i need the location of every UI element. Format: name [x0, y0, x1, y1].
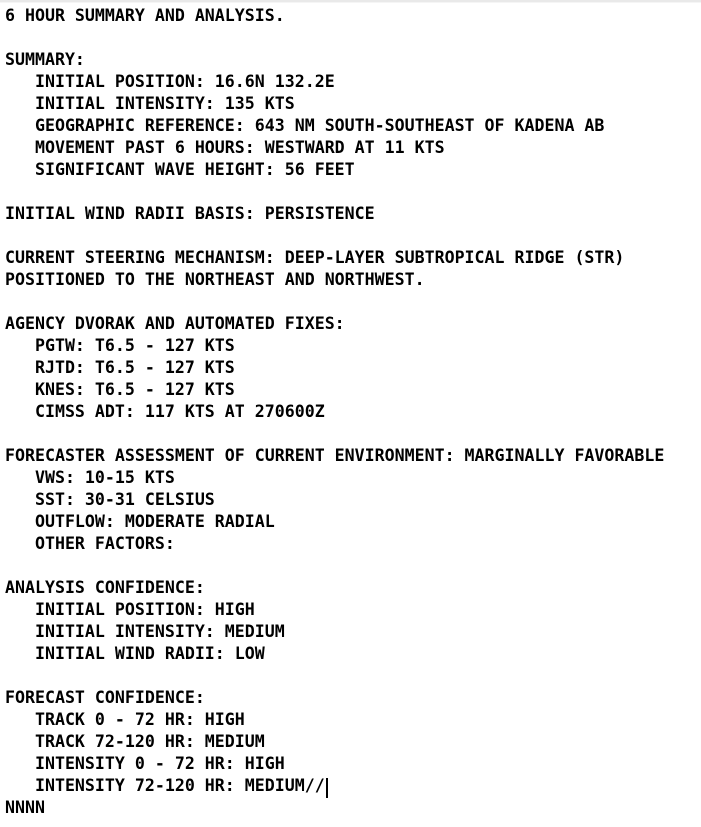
text-line: POSITIONED TO THE NORTHEAST AND NORTHWEST.	[5, 270, 425, 289]
blank-line	[5, 225, 701, 247]
text-line: SST: 30-31 CELSIUS	[5, 490, 215, 509]
text-line: 6 HOUR SUMMARY AND ANALYSIS.	[5, 6, 285, 25]
text-line: VWS: 10-15 KTS	[5, 468, 175, 487]
blank-line	[5, 423, 701, 445]
text-line: INITIAL INTENSITY: 135 KTS	[5, 94, 295, 113]
blank-line	[5, 555, 701, 577]
text-line: AGENCY DVORAK AND AUTOMATED FIXES:	[5, 314, 345, 333]
text-line: NNNN	[5, 798, 45, 817]
text-line: FORECAST CONFIDENCE:	[5, 688, 205, 707]
text-line: INITIAL INTENSITY: MEDIUM	[5, 622, 285, 641]
blank-line	[5, 181, 701, 203]
bulletin-text-area[interactable]	[0, 3, 701, 819]
text-line: INITIAL WIND RADII: LOW	[5, 644, 265, 663]
text-line: PGTW: T6.5 - 127 KTS	[5, 336, 235, 355]
text-line: GEOGRAPHIC REFERENCE: 643 NM SOUTH-SOUTHEAST OF KADENA AB	[5, 116, 605, 135]
text-line: RJTD: T6.5 - 127 KTS	[5, 358, 235, 377]
blank-line	[5, 27, 701, 49]
text-line: OUTFLOW: MODERATE RADIAL	[5, 512, 275, 531]
text-line: CIMSS ADT: 117 KTS AT 270600Z	[5, 402, 325, 421]
text-line: SUMMARY:	[5, 50, 85, 69]
text-line: KNES: T6.5 - 127 KTS	[5, 380, 235, 399]
text-line: CURRENT STEERING MECHANISM: DEEP-LAYER SUBTROPICAL RIDGE (STR)	[5, 248, 625, 267]
text-line: INTENSITY 72-120 HR: MEDIUM//	[5, 775, 701, 797]
text-line: TRACK 72-120 HR: MEDIUM	[5, 732, 265, 751]
text-line: INITIAL POSITION: 16.6N 132.2E	[5, 72, 335, 91]
text-line: SIGNIFICANT WAVE HEIGHT: 56 FEET	[5, 160, 355, 179]
text-line: TRACK 0 - 72 HR: HIGH	[5, 710, 245, 729]
text-line: INITIAL WIND RADII BASIS: PERSISTENCE	[5, 204, 375, 223]
text-line: ANALYSIS CONFIDENCE:	[5, 578, 205, 597]
text-line: OTHER FACTORS:	[5, 534, 175, 553]
blank-line	[5, 291, 701, 313]
text-line: INTENSITY 0 - 72 HR: HIGH	[5, 754, 285, 773]
text-cursor[interactable]	[326, 778, 328, 798]
text-line: MOVEMENT PAST 6 HOURS: WESTWARD AT 11 KTS	[5, 138, 445, 157]
blank-line	[5, 665, 701, 687]
text-line: FORECASTER ASSESSMENT OF CURRENT ENVIRONMENT: MARGINALLY FAVORABLE	[5, 446, 665, 465]
text-line: INITIAL POSITION: HIGH	[5, 600, 255, 619]
